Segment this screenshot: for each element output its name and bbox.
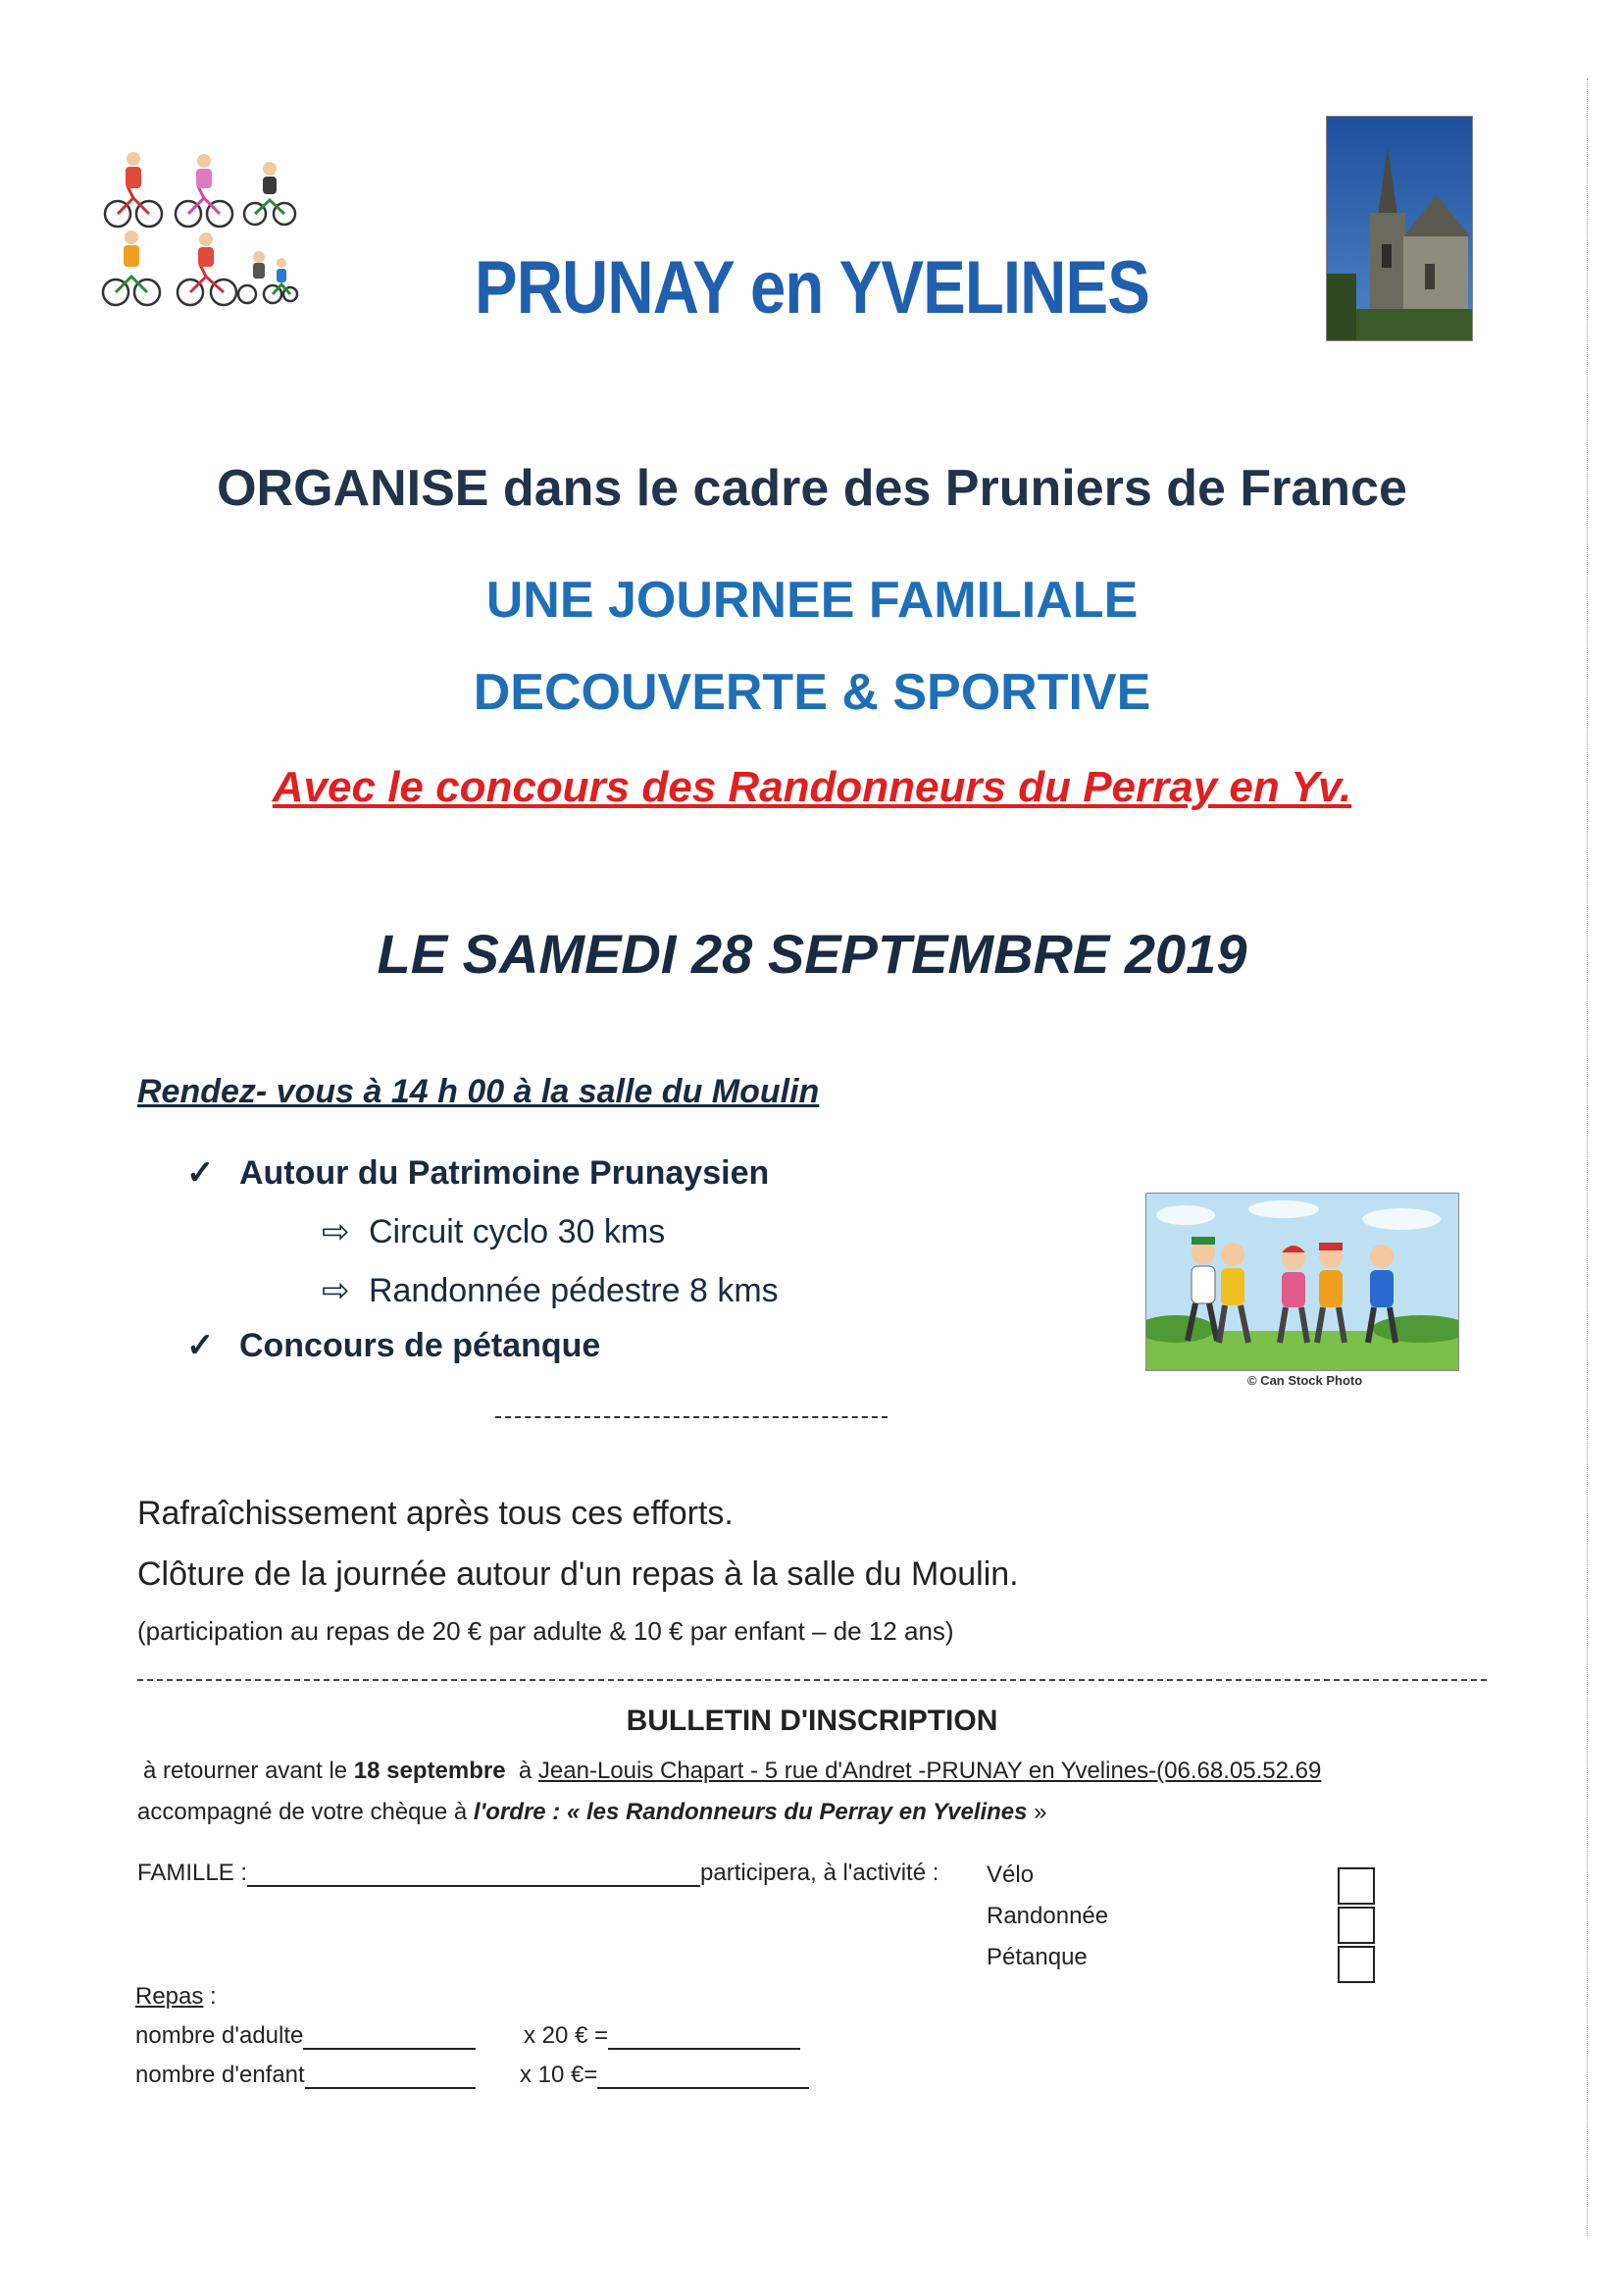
- cheque-prefix: accompagné de votre chèque à: [137, 1799, 474, 1825]
- enfant-row: [135, 2062, 476, 2089]
- rendezvous-line: Rendez- vous à 14 h 00 à la salle du Moulin: [137, 1073, 820, 1110]
- adulte-row: [135, 2022, 476, 2050]
- cheque-order: l'ordre : « les Randonneurs du Perray en Yvelines: [473, 1799, 1028, 1825]
- partner-line-text: Avec le concours des Randonneurs du Perray en Yv.: [272, 763, 1352, 811]
- cheque-suffix: »: [1027, 1799, 1047, 1825]
- bulletin-heading: BULLETIN D'INSCRIPTION: [626, 1705, 998, 1737]
- program-sub-1: [322, 1212, 665, 1251]
- activity-velo-checkbox[interactable]: [1338, 1867, 1375, 1905]
- divider-short: [495, 1416, 888, 1418]
- repas-label: Repas: [135, 1983, 204, 2010]
- divider-cut-line: [137, 1679, 1487, 1681]
- enfant-price: x 10 €=: [520, 2062, 598, 2088]
- famille-row: [137, 1860, 939, 1887]
- closing-line-2: Clôture de la journée autour d'un repas à la salle du Moulin.: [137, 1555, 1019, 1593]
- check-icon: ✓: [186, 1154, 215, 1192]
- activity-petanque-checkbox[interactable]: [1338, 1946, 1375, 1983]
- headline-2: DECOUVERTE & SPORTIVE: [473, 664, 1151, 721]
- adulte-price-row: [524, 2022, 800, 2050]
- activity-velo-label: Vélo: [987, 1861, 1035, 1888]
- return-address: Jean-Louis Chapart - 5 rue d'Andret -PRUNAY en Yvelines-(06.68.05.52.69: [537, 1758, 1322, 1784]
- repas-heading: [135, 1983, 217, 2011]
- participera-label: participera, à l'activité :: [700, 1860, 939, 1886]
- bulletin-cheque-line: [137, 1799, 1047, 1826]
- return-mid: à: [505, 1758, 538, 1784]
- arrow-right-icon: ⇨: [322, 1272, 350, 1309]
- return-prefix: à retourner avant le: [143, 1758, 354, 1784]
- adulte-count-field[interactable]: [303, 2024, 476, 2050]
- return-date: 18 septembre: [353, 1758, 506, 1784]
- activity-randonnee-checkbox[interactable]: [1338, 1907, 1375, 1944]
- program-item-2-label: Concours de pétanque: [238, 1327, 601, 1364]
- program-sub-2-label: Randonnée pédestre 8 kms: [368, 1272, 779, 1309]
- activity-randonnee-label: Randonnée: [987, 1903, 1109, 1929]
- program-item-2: [186, 1326, 600, 1365]
- scan-edge: [1587, 78, 1588, 2236]
- organise-line: ORGANISE dans le cadre des Pruniers de France: [217, 460, 1407, 517]
- enfant-count-field[interactable]: [305, 2064, 476, 2089]
- famille-label: FAMILLE :: [137, 1860, 248, 1886]
- activity-petanque-label: Pétanque: [987, 1944, 1088, 1970]
- closing-line-1: Rafraîchissement après tous ces efforts.: [137, 1495, 734, 1532]
- enfant-label: nombre d'enfant: [135, 2062, 305, 2088]
- partner-line: [0, 763, 1624, 812]
- closing-line-3: (participation au repas de 20 € par adulte & 10 € par enfant – de 12 ans): [137, 1616, 954, 1646]
- adulte-label: nombre d'adulte: [135, 2022, 304, 2049]
- program-sub-1-label: Circuit cyclo 30 kms: [368, 1213, 666, 1250]
- bulletin-return-line: [143, 1758, 1321, 1785]
- adulte-price: x 20 € =: [524, 2022, 609, 2049]
- enfant-price-row: [520, 2062, 809, 2089]
- famille-field[interactable]: [247, 1861, 700, 1887]
- check-icon: ✓: [186, 1327, 215, 1364]
- headline-1: UNE JOURNEE FAMILIALE: [485, 572, 1139, 629]
- adulte-total-field[interactable]: [608, 2024, 800, 2050]
- photo-credit: © Can Stock Photo: [1247, 1373, 1363, 1388]
- enfant-total-field[interactable]: [597, 2064, 809, 2089]
- hikers-illustration: [1145, 1193, 1459, 1371]
- page-title: PRUNAY en YVELINES: [474, 246, 1149, 330]
- program-item-1-label: Autour du Patrimoine Prunaysien: [238, 1154, 770, 1192]
- program-sub-2: [322, 1271, 779, 1310]
- program-item-1: [186, 1153, 769, 1193]
- event-date: LE SAMEDI 28 SEPTEMBRE 2019: [377, 923, 1247, 985]
- arrow-right-icon: ⇨: [322, 1213, 350, 1250]
- repas-colon: :: [203, 1983, 217, 2010]
